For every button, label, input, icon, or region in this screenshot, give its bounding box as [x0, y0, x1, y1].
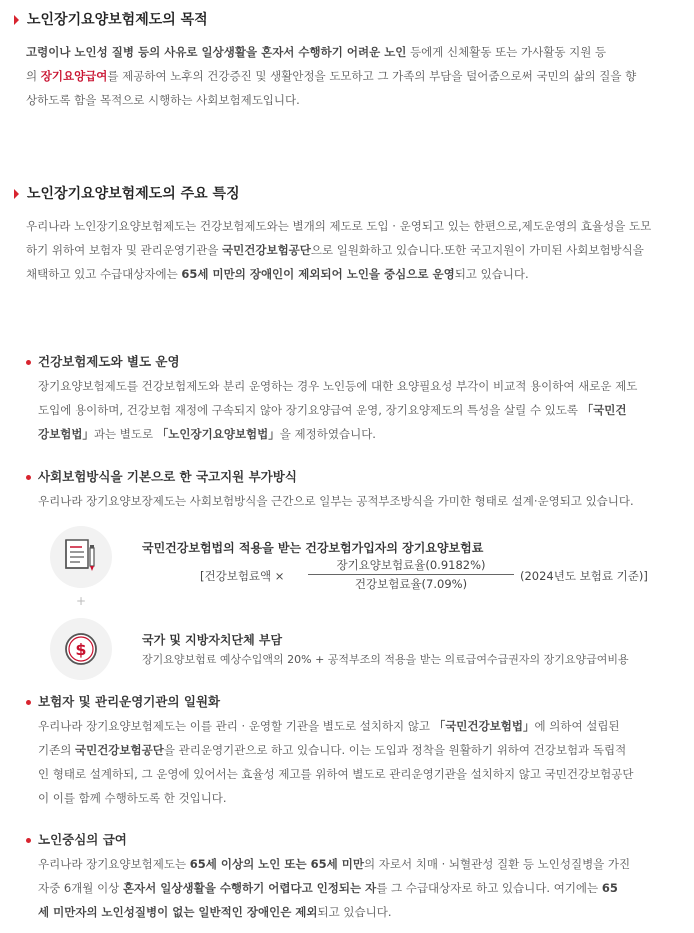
red-dot-icon — [26, 700, 31, 705]
svg-text:$: $ — [75, 640, 87, 659]
formula-lhs: [건강보험료액 × — [200, 569, 285, 583]
formula-denominator: 건강보험료율(7.09%) — [354, 577, 468, 591]
feature-national-subsidy-text: 우리나라 장기요양보장제도는 사회보험방식을 근간으로 일부는 공적부조방식을 가미한 형태로 설계·운영되고 있습니다. — [38, 494, 634, 508]
formula-fraction — [308, 556, 514, 593]
dollar-coin-icon — [50, 618, 112, 680]
government-burden-desc: 장기요양보험료 예상수입액의 20% + 공적부조의 적용을 받는 의료급여수급권자의 장기요양급여비용 — [142, 653, 629, 666]
document-pen-icon — [50, 526, 112, 588]
feature-unified-insurer-text: 우리나라 장기요양보험제도는 이를 관리 · 운영할 기관을 별도로 설치하지 않고 「국민건강보험법」에 의하여 설립된 기존의 국민건강보험공단을 관리운영기관으로 하고 있습니다. 이는 도입과 정착을 원활하기 위하여 건강보험과 독립적 인 형태로 설계하되, 그 운영에 있어서는 효율성 제고를 위하여 별도로 관리운영기관을 설치하지 않고 국민건강보험공단 이 이를 함께 수행하도록 한 것입니다. — [38, 719, 634, 805]
arrow-bullet-icon — [14, 15, 19, 25]
red-dot-icon — [26, 838, 31, 843]
formula-numerator: 장기요양보험료율(0.9182%) — [308, 556, 514, 575]
red-dot-icon — [26, 360, 31, 365]
government-burden-title: 국가 및 지방자치단체 부담 — [142, 633, 283, 647]
section-purpose-text: 고령이나 노인성 질병 등의 사유로 일상생활을 혼자서 수행하기 어려운 노인 등에게 신체활동 또는 가사활동 지원 등 의 장기요양급여를 제공하여 노후의 건강증진 및 생활안정을 도모하고 그 가족의 부담을 덜어줌으로써 국민의 삶의 질을 향 상하도록 함을 목적으로 시행하는 사회보험제도입니다. — [26, 45, 637, 107]
plus-sign: + — [76, 594, 87, 608]
section-features-text: 우리나라 노인장기요양보험제도는 건강보험제도와는 별개의 제도로 도입 · 운영되고 있는 한편으로,제도운영의 효율성을 도모 하기 위하여 보험자 및 관리운영기관을 국민건강보험공단으로 일원화하고 있습니다.또한 국고지원이 가미된 사회보험방식을 채택하고 있고 수급대상자에는 65세 미만의 장애인이 제외되어 노인을 중심으로 운영되고 있습니다. — [26, 219, 652, 281]
red-dot-icon — [26, 475, 31, 480]
feature-elderly-centered-text: 우리나라 장기요양보험제도는 65세 이상의 노인 또는 65세 미만의 자로서 치매 · 뇌혈관성 질환 등 노인성질병을 가진 자중 6개월 이상 혼자서 일상생활을 수행하기 어렵다고 인정되는 자를 그 수급대상자로 하고 있습니다. 여기에는 65 세 미만자의 노인성질병이 없는 일반적인 장애인은 제외되고 있습니다. — [38, 857, 631, 919]
arrow-bullet-icon — [14, 189, 19, 199]
insurance-formula-title: 국민건강보험법의 적용을 받는 건강보험가입자의 장기요양보험료 — [142, 541, 484, 555]
feature-separate-operation-text: 장기요양보험제도를 건강보험제도와 분리 운영하는 경우 노인등에 대한 요양필요성 부각이 비교적 용이하여 새로운 제도 도입에 용이하며, 건강보험 재정에 구속되지 않아 장기요양급여 운영, 장기요양제도의 특성을 살릴 수 있도록 「국민건 강보험법」과는 별도로 「노인장기요양보험법」을 제정하였습니다. — [38, 379, 638, 441]
formula-rhs: (2024년도 보험료 기준)] — [520, 569, 648, 583]
